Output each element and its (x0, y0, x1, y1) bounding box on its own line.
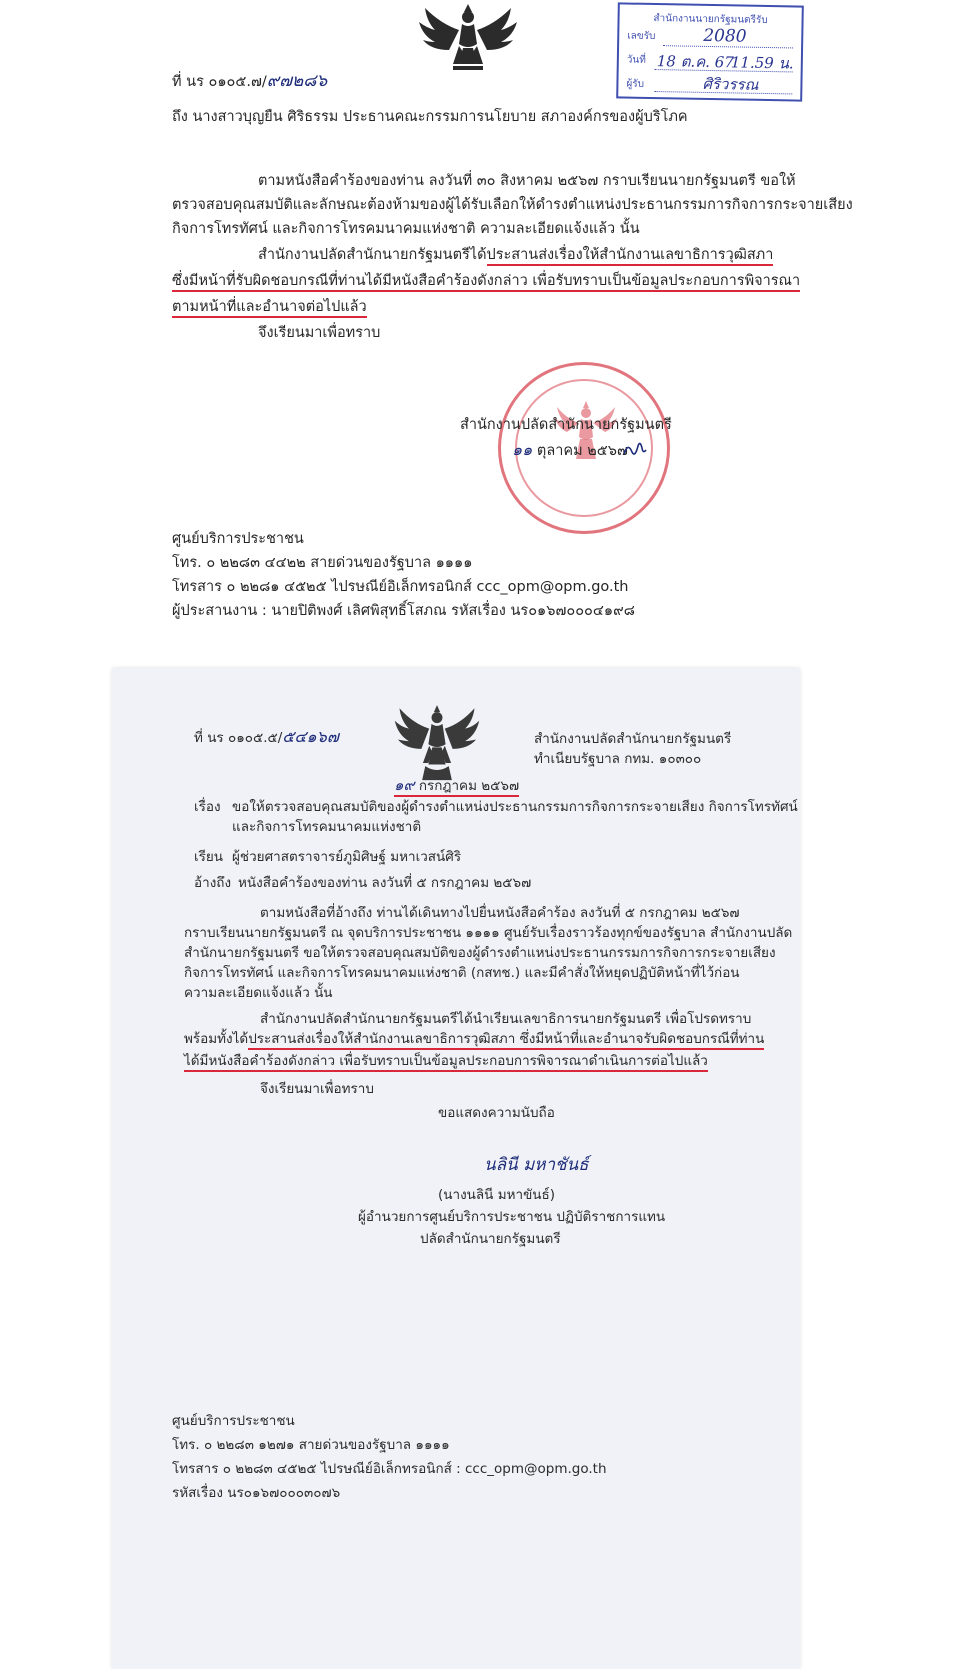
stamp-time-value: 11.59 น. (730, 53, 794, 73)
footer-line2: โทร. ๐ ๒๒๘๓ ๑๒๗๑ สายด่วนของรัฐบาล ๑๑๑๑ (172, 1437, 450, 1453)
garuda-emblem-icon (413, 0, 523, 80)
initial-signature-icon (622, 438, 648, 460)
para2-line3 (184, 1052, 708, 1070)
date-day-handwritten: ๑๙ (394, 776, 415, 794)
para1-line1: ตามหนังสือที่อ้างถึง ท่านได้เดินทางไปยื่นหนังสือคำร้อง ลงวันที่ ๕ กรกฎาคม ๒๕๖๗ (260, 905, 740, 921)
footer-line4: รหัสเรื่อง นร๐๑๖๗๐๐๐๓๐๗๖ (172, 1485, 341, 1501)
stamp-receiver-label: ผู้รับ (626, 78, 645, 90)
recipient-line: ถึง นางสาวบุญยืน ศิริธรรม ประธานคณะกรรมการนโยบาย สภาองค์กรของผู้บริโภค (172, 109, 688, 125)
para1-line2: กราบเรียนนายกรัฐมนตรี ณ จุดบริการประชาชน ๑๑๑๑ ศูนย์รับเรื่องราวร้องทุกข์ของรัฐบาล สำนักงานปลัด (184, 925, 793, 941)
letter-bottom (112, 668, 800, 1669)
subject-line2: และกิจการโทรคมนาคมแห่งชาติ (232, 819, 422, 835)
reference-label: อ้างถึง (194, 875, 232, 891)
salutation-label: เรียน (194, 849, 224, 865)
date-month-year: ตุลาคม ๒๕๖๗ (536, 443, 628, 459)
para2-line1 (258, 246, 773, 265)
receipt-stamp (616, 2, 804, 101)
letter-date-underlined (394, 778, 519, 797)
para1-line2: ตรวจสอบคุณสมบัติและลักษณะต้องห้ามของผู้ได้รับเลือกให้ดำรงตำแหน่งประธานกรรมการกิจการกระจายเสียง (172, 197, 853, 213)
doc-number-handwritten: ๕๔๑๖๗ (282, 727, 339, 746)
doc-number-handwritten: ๙๗๒๘๖ (266, 71, 328, 91)
doc-number (172, 72, 327, 92)
date-month-year: กรกฎาคม ๒๕๖๗ (418, 778, 520, 794)
stamp-no-value: 2080 (703, 25, 747, 47)
para2-line2 (172, 272, 800, 291)
subject-line1: ขอให้ตรวจสอบคุณสมบัติของผู้ดำรงตำแหน่งประธานกรรมการกิจการกระจายเสียง กิจการโทรทัศน์ (232, 799, 798, 815)
sender-address-line1: สำนักงานปลัดสำนักนายกรัฐมนตรี (534, 731, 732, 747)
para2-line2 (184, 1030, 764, 1048)
doc-number-prefix: ที่ นร ๐๑๐๕.๕/ (194, 730, 283, 746)
signer-name: (นางนลินี มหาขันธ์) (438, 1187, 556, 1203)
footer-line1: ศูนย์บริการประชาชน (172, 531, 304, 547)
stamp-receiver-value: ศิริวรรณ (702, 74, 759, 94)
doc-number (194, 728, 339, 747)
signer-title-line2: ปลัดสำนักนายกรัฐมนตรี (420, 1231, 561, 1247)
handwritten-signature: นลินี มหาชันธ์ (484, 1155, 589, 1175)
letter-date (394, 776, 519, 795)
subject-label: เรื่อง (194, 799, 221, 815)
sender-address-line2: ทำเนียบรัฐบาล กทม. ๑๐๓๐๐ (534, 751, 702, 767)
para2-line1-highlight: ประสานส่งเรื่องให้สำนักงานเลขาธิการวุฒิสภา (487, 247, 774, 266)
para2-line3-highlight: ตามหน้าที่และอำนาจต่อไปแล้ว (172, 299, 367, 318)
footer-line1: ศูนย์บริการประชาชน (172, 1413, 295, 1429)
footer-line4: ผู้ประสานงาน : นายปิติพงศ์ เลิศพิสุทธิ์โสภณ รหัสเรื่อง นร๐๑๖๗๐๐๐๔๑๙๘ (172, 603, 635, 619)
para2-line2-highlight: ซึ่งมีหน้าที่รับผิดชอบกรณีที่ท่านได้มีหนังสือคำร้องดังกล่าว เพื่อรับทราบเป็นข้อมูลประกอบการพิจารณา (172, 273, 800, 292)
stamp-date-value: 18 ต.ค. 67 (656, 52, 735, 72)
signer-title-line1: ผู้อำนวยการศูนย์บริการประชาชน ปฏิบัติราชการแทน (358, 1209, 666, 1225)
stamp-date-label: วันที่ (626, 54, 646, 66)
sender-office: สำนักงานปลัดสำนักนายกรัฐมนตรี (460, 417, 672, 433)
para1-line3: สำนักนายกรัฐมนตรี ขอให้ตรวจสอบคุณสมบัติของผู้ดำรงตำแหน่งประธานกรรมการกิจการกระจายเสียง (184, 945, 776, 961)
para2-line3-highlight: ได้มีหนังสือคำร้องดังกล่าว เพื่อรับทราบเป็นข้อมูลประกอบการพิจารณาดำเนินการต่อไปแล้ว (184, 1053, 708, 1072)
regards-line: ขอแสดงความนับถือ (438, 1105, 555, 1121)
stamp-no-label: เลขรับ (627, 30, 656, 43)
letter-top (0, 0, 960, 660)
doc-number-prefix: ที่ นร ๐๑๐๕.๗/ (172, 74, 267, 90)
para2-line1-pre: สำนักงานปลัดสำนักนายกรัฐมนตรีได้ (258, 247, 487, 263)
para1-line3: กิจการโทรทัศน์ และกิจการโทรคมนาคมแห่งชาติ ความละเอียดแจ้งแล้ว นั้น (172, 221, 640, 237)
para2-line2-pre: พร้อมทั้งได้ (184, 1031, 249, 1047)
footer-line3: โทรสาร ๐ ๒๒๘๑ ๔๕๒๕ ไปรษณีย์อิเล็กทรอนิกส์ ccc_opm@opm.go.th (172, 579, 629, 595)
letter-date (512, 440, 628, 461)
salutation-name: ผู้ช่วยศาสตราจารย์ภูมิศิษฐ์ มหาเวสน์ศิริ (232, 849, 462, 865)
footer-line3: โทรสาร ๐ ๒๒๘๓ ๔๕๒๕ ไปรษณีย์อิเล็กทรอนิกส์ : ccc_opm@opm.go.th (172, 1461, 607, 1477)
para1-line4: กิจการโทรทัศน์ และกิจการโทรคมนาคมแห่งชาติ (กสทช.) และมีคำสั่งให้หยุดปฏิบัติหน้าที่ไว้ก่อน (184, 965, 740, 981)
para2-line2-highlight: ประสานส่งเรื่องให้สำนักงานเลขาธิการวุฒิสภา ซึ่งมีหน้าที่และอำนาจรับผิดชอบกรณีที่ท่าน (248, 1031, 764, 1050)
closing-line: จึงเรียนมาเพื่อทราบ (258, 325, 381, 341)
para1-line1: ตามหนังสือคำร้องของท่าน ลงวันที่ ๓๐ สิงหาคม ๒๕๖๗ กราบเรียนนายกรัฐมนตรี ขอให้ (258, 173, 796, 189)
para2-line1: สำนักงานปลัดสำนักนายกรัฐมนตรีได้นำเรียนเลขาธิการนายกรัฐมนตรี เพื่อโปรดทราบ (260, 1011, 752, 1027)
date-day-handwritten: ๑๑ (512, 440, 533, 459)
stamp-header: สำนักงานนายกรัฐมนตรีรับ (653, 13, 768, 27)
footer-line2: โทร. ๐ ๒๒๘๓ ๔๔๒๒ สายด่วนของรัฐบาล ๑๑๑๑ (172, 555, 473, 571)
reference-text: หนังสือคำร้องของท่าน ลงวันที่ ๕ กรกฎาคม ๒๕๖๗ (238, 875, 532, 891)
para1-line5: ความละเอียดแจ้งแล้ว นั้น (184, 985, 333, 1001)
closing-line: จึงเรียนมาเพื่อทราบ (260, 1081, 374, 1097)
para2-line3 (172, 298, 367, 317)
